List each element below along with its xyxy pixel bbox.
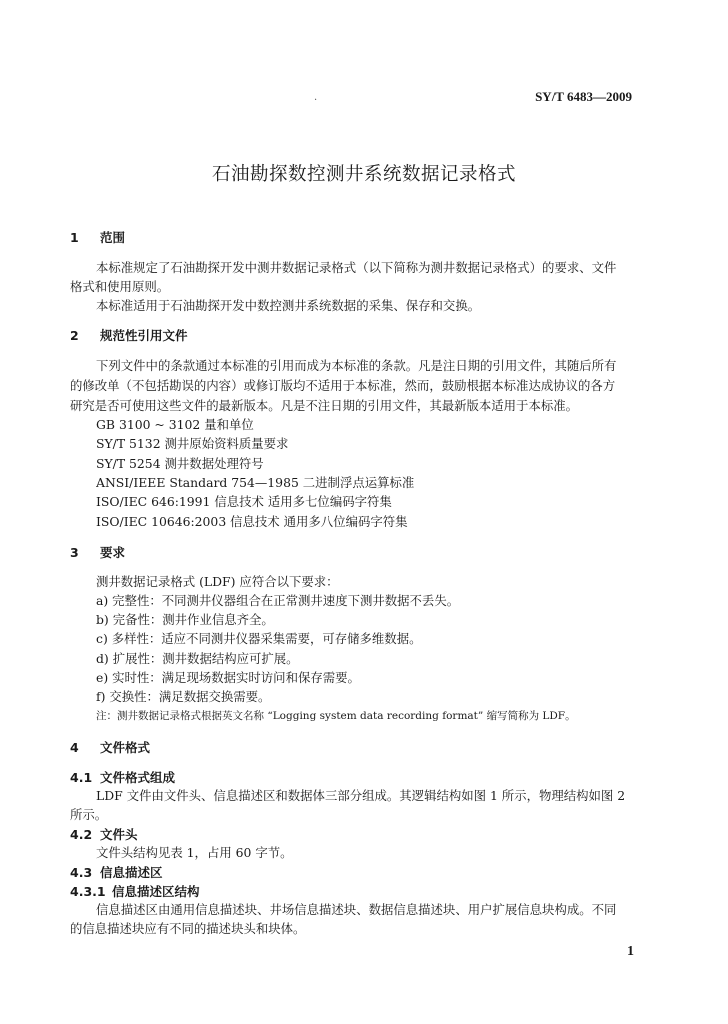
reference-item: GB 3100 ~ 3102 量和单位 [96,417,254,432]
requirement-item: a) 完整性：不同测井仪器组合在正常测井速度下测井数据不丢失。 [96,593,460,608]
section-title: 规范性引用文件 [100,328,188,343]
section-1-heading [70,228,125,246]
requirement-item: d) 扩展性：测井数据结构应可扩展。 [96,651,299,666]
requirement-item: f) 交换性：满足数据交换需要。 [96,689,271,704]
section-number: 3 [70,545,79,560]
section-4-3-1-heading [70,882,200,900]
references-paragraph-line: 的修改单（不包括勘误的内容）或修订版均不适用于本标准，然而，鼓励根据本标准达成协议的各方 [70,378,616,393]
section-3-heading [70,543,125,561]
section-number: 4.3 [70,865,93,880]
requirement-item: e) 实时性：满足现场数据实时访问和保存需要。 [96,670,360,685]
page-number: 1 [627,944,634,959]
section-number: 4.3.1 [70,884,106,899]
info-area-paragraph-line: 的信息描述块应有不同的描述块头和块体。 [70,921,306,936]
section-number: 2 [70,328,79,343]
section-4-2-heading [70,825,138,843]
file-format-paragraph-line: 所示。 [70,807,108,822]
section-title: 文件格式 [100,740,151,755]
header-dot: . [314,92,318,103]
section-title: 信息描述区 [100,865,163,880]
section-4-1-heading [70,768,175,786]
info-area-paragraph-line: 信息描述区由通用信息描述块、井场信息描述块、数据信息描述块、用户扩展信息块构成。不同 [96,902,617,917]
references-paragraph-line: 下列文件中的条款通过本标准的引用而成为本标准的条款。凡是注日期的引用文件，其随后所有 [96,358,617,373]
requirement-item: c) 多样性：适应不同测井仪器采集需要，可存储多维数据。 [96,631,422,646]
requirements-intro: 测井数据记录格式 (LDF) 应符合以下要求： [96,574,339,589]
section-title: 范围 [100,230,126,245]
reference-item: ANSI/IEEE Standard 754—1985 二进制浮点运算标准 [96,475,415,490]
scope-paragraph-line: 本标准适用于石油勘探开发中数控测井系统数据的采集、保存和交换。 [96,298,481,313]
section-number: 4.2 [70,827,93,842]
reference-item: SY/T 5132 测井原始资料质量要求 [96,436,289,451]
section-title: 文件格式组成 [100,770,176,785]
section-2-heading [70,326,188,344]
section-4-3-heading [70,863,163,881]
scope-paragraph-line: 格式和使用原则。 [70,279,170,294]
section-4-heading [70,738,150,756]
requirements-note: 注：测井数据记录格式根据英文名称 “Logging system data recording format” 缩写简称为 LDF。 [96,710,576,722]
reference-item: ISO/IEC 646:1991 信息技术 适用多七位编码字符集 [96,494,392,509]
requirement-item: b) 完备性：测井作业信息齐全。 [96,612,274,627]
section-title: 信息描述区结构 [112,884,200,899]
section-title: 要求 [100,545,126,560]
standard-code: SY/T 6483—2009 [535,89,632,104]
scope-paragraph-line: 本标准规定了石油勘探开发中测井数据记录格式（以下简称为测井数据记录格式）的要求、文件 [96,260,617,275]
section-number: 4.1 [70,770,93,785]
document-title: 石油勘探数控测井系统数据记录格式 [211,164,516,185]
file-format-paragraph-line: LDF 文件由文件头、信息描述区和数据体三部分组成。其逻辑结构如图 1 所示，物理结构如图 2 [96,788,626,803]
references-paragraph-line: 研究是否可使用这些文件的最新版本。凡是不注日期的引用文件，其最新版本适用于本标准。 [70,398,579,413]
reference-item: ISO/IEC 10646:2003 信息技术 通用多八位编码字符集 [96,514,408,529]
reference-item: SY/T 5254 测井数据处理符号 [96,456,264,471]
file-header-paragraph: 文件头结构见表 1，占用 60 字节。 [96,845,293,860]
section-title: 文件头 [100,827,138,842]
section-number: 1 [70,230,79,245]
section-number: 4 [70,740,79,755]
